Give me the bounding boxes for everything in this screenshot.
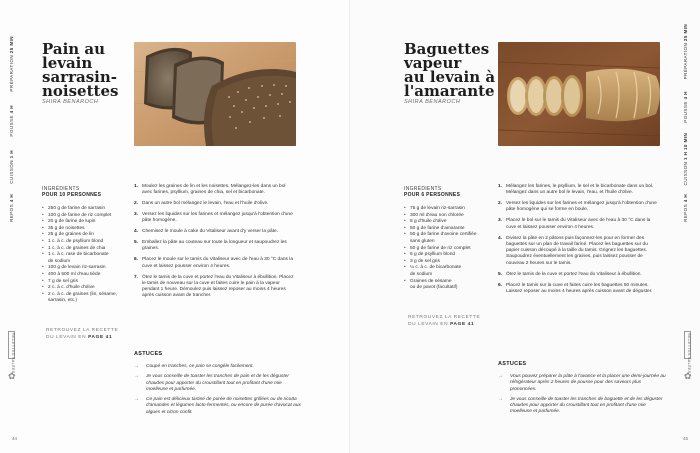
ingredient-item: • 300 ml d'eau non chlorée — [404, 213, 488, 220]
step-item: 5. Ôtez le tamis de la cuve et portez l'eau du Vitaliseur à ébullition. — [498, 271, 642, 277]
bread-photo — [134, 42, 296, 146]
step-item: 3. Placez le bol sur le tamis du Vitaliseur avec de l'eau à 30 °C dans la cuve et laissez pousser environ 4 heures. — [498, 218, 651, 230]
step-item: 4. Chemisez le moule à cake du Vitaliseur avant d'y verser la pâte. — [134, 229, 279, 235]
ingredient-item: • 7 g de sel gris — [42, 279, 122, 286]
ingredient-item: • 400 à 500 ml d'eau tiède — [42, 272, 122, 279]
ingredient-item: • 100 g de farine de riz complet — [42, 213, 122, 220]
tips-header: ASTUCES — [498, 361, 527, 367]
baguettes-photo — [498, 42, 660, 146]
step-item: 4. Divisez la pâte en 2 pâtons puis façonnez-les pour en former des baguettes sur un plan de travail fariné. Placez les baguettes sur du papier cuisson découpé à la taille du tamis. Grignez les baguettes. Saupoudrez éventuellement les graines, puis laissez pousser de nouveau 2 heures sur le tamis. — [498, 235, 648, 266]
arrow-right-icon: → — [498, 396, 503, 402]
ingredient-item: • 50 g de farine d'amarante — [404, 226, 488, 233]
right-page — [350, 0, 700, 453]
tips-header: ASTUCES — [134, 351, 163, 357]
ingredient-item: sarrasin, etc.) — [48, 298, 78, 304]
arrow-right-icon: → — [134, 374, 139, 380]
ingredient-item: • 8 g d'huile d'olive — [404, 219, 488, 226]
section-tab: RECETTES SALÉES — [684, 331, 691, 359]
wheat-icon: ✿ — [684, 371, 692, 381]
ingredient-item: • 1 c. à c. de graines de chia — [42, 246, 122, 253]
arrow-right-icon: → — [498, 374, 503, 379]
ingredient-item: • 25 g de graines de lin — [42, 232, 122, 239]
ingredients-list — [42, 206, 122, 305]
ingredient-item: • ¼ c. à c. de bicarbonate — [404, 265, 488, 272]
ingredient-item: ou de pavot (facultatif) — [410, 285, 458, 291]
recipe-author: SHIRA BENAROCH — [404, 99, 461, 105]
ingredient-item: • 100 g de levain riz-sarrasin — [42, 265, 122, 272]
ingredients-list — [404, 206, 488, 292]
step-item: 3. Versez les liquides sur les farines et mélangez jusqu'à l'obtention d'une pâte homogène. — [134, 212, 293, 224]
wheat-icon: ✿ — [8, 371, 16, 381]
tip-item: → Je vous conseille de toaster les tranches de baguette et de les déguster chaudes pour apporter du croustillant tout en profitant d'une mie moelleuse et parfumée. — [498, 396, 663, 415]
tips-list — [498, 374, 666, 420]
step-item: 6. Placez le tamis sur la cuve et faites cuire les baguettes 50 minutes. Laissez reposer au moins 4 heures après cuisson avant de déguster. — [498, 282, 653, 294]
ingredient-item: • 20 g de farine de lupin — [42, 219, 122, 226]
steps-list — [498, 184, 660, 300]
recipe-author: SHIRA BENAROCH — [42, 99, 99, 105]
step-item: 2. Versez les liquides sur les farines et mélangez jusqu'à l'obtention d'une pâte homogène qui se forme en boule. — [498, 201, 657, 213]
tip-item: → Je vous conseille de toaster les tranches de pain et de les déguster chaudes pour apporter du croustillant tout en profitant d'une mie moelleuse et parfumée. — [134, 374, 289, 392]
tips-list — [134, 364, 304, 420]
step-item: 2. Dans un autre bol mélangez le levain, l'eau et l'huile d'olive. — [134, 201, 269, 207]
section-tab: RECETTES SALÉES — [8, 331, 15, 359]
ingredient-item: de sodium — [48, 258, 71, 264]
step-item: 1. Mélangez les farines, le psyllium, le sel et le bicarbonate dans un bol. Mélangez dans un autre bol le levain, l'eau, et l'huile d'olive. — [498, 184, 654, 196]
timing-strip: REPOS 4 H CUISSON 1 H POUSSE 4 H PRÉPARATION 25 MIN — [9, 36, 14, 222]
step-item: 5. Emballez la pâte au couteau sur toute la longueur et saupoudrez les graines. — [134, 240, 287, 252]
steps-list — [134, 184, 296, 304]
ingredient-item: • 1 c. à c. rase de bicarbonate — [42, 252, 122, 259]
ingredient-item: • 6 g de psyllium blond — [404, 252, 488, 259]
levain-reference[interactable]: RETROUVEZ LA RECETTE DU LEVAIN EN PAGE 41 — [408, 315, 481, 327]
page-number: 45 — [683, 436, 689, 441]
ingredients-header: INGRÉDIENTS POUR 10 PERSONNES — [42, 186, 102, 198]
ingredients-header: INGRÉDIENTS POUR 6 PERSONNES — [404, 186, 461, 198]
ingredient-item: • Graines de sésame — [404, 279, 488, 286]
ingredient-item: • 75 g de levain riz-sarrasin — [404, 206, 488, 213]
ingredient-item: de sodium — [410, 271, 433, 277]
tip-item: → Ce pain est délicieux tartiné de purée de noisettes grillées ou de ricotta d'amandes et légumes lacto-fermentés, ou encore de purée d'avocat aux algues et citron confit. — [134, 397, 301, 415]
ingredient-item: • 1 c. à c. de psyllium blond — [42, 239, 122, 246]
ingredient-item: sans gluten — [410, 238, 435, 244]
ingredient-item: • 2 c. à c. de graines (lin, sésame, — [42, 292, 122, 299]
ingredient-item: • 35 g de noisettes — [42, 226, 122, 233]
arrow-right-icon: → — [134, 397, 139, 403]
ingredient-item: • 2 c. à c. d'huile d'olive — [42, 285, 122, 292]
ingredient-item: • 250 g de farine de sarrasin — [42, 206, 122, 213]
ingredient-item: • 50 g de farine de riz complet — [404, 246, 488, 253]
levain-reference[interactable]: RETROUVEZ LA RECETTE DU LEVAIN EN PAGE 41 — [46, 328, 119, 340]
tip-item: → Coupé en tranches, ce pain se congèle facilement. — [134, 364, 254, 369]
recipe-title: Baguettes vapeur au levain à l'amarante — [404, 40, 496, 100]
tip-item: → Vous pouvez préparer la pâte à l'avance et la placer une demi-journée au réfrigérateur après 2 heures de pousse pour des saveurs plus prononcées. — [498, 374, 666, 392]
arrow-right-icon: → — [134, 364, 139, 369]
page-number: 44 — [12, 436, 18, 441]
step-item: 7. Ôtez le tamis de la cuve et portez l'eau du Vitaliseur à ébullition. Placez le tamis de nouveau sur la cuve et faites cuire le pain à la vapeur pendant 1 heure. Démoulez puis laissez reposer au moins 4 heures après cuisson avant de trancher. — [134, 274, 294, 299]
timing-strip: REPOS 4 H CUISSON 1 H 10 MIN POUSSE 4 H PRÉPARATION 25 MIN — [683, 23, 688, 222]
recipe-title: Pain au levain sarrasin- noisettes — [42, 40, 119, 100]
ingredient-item: • 3 g de sel gris — [404, 259, 488, 266]
step-item: 1. Moulez les graines de lin et les noisettes. Mélangez-les dans un bol avec farines, psyllium, graines de chia, sel et bicarbonate. — [134, 184, 286, 196]
step-item: 6. Placez le moule sur le tamis du Vitaliseur avec de l'eau à 30 °C dans la cuve et laissez pousser environ 4 heures. — [134, 257, 293, 269]
ingredient-item: • 50 g de farine d'avoine certifiée — [404, 232, 488, 239]
